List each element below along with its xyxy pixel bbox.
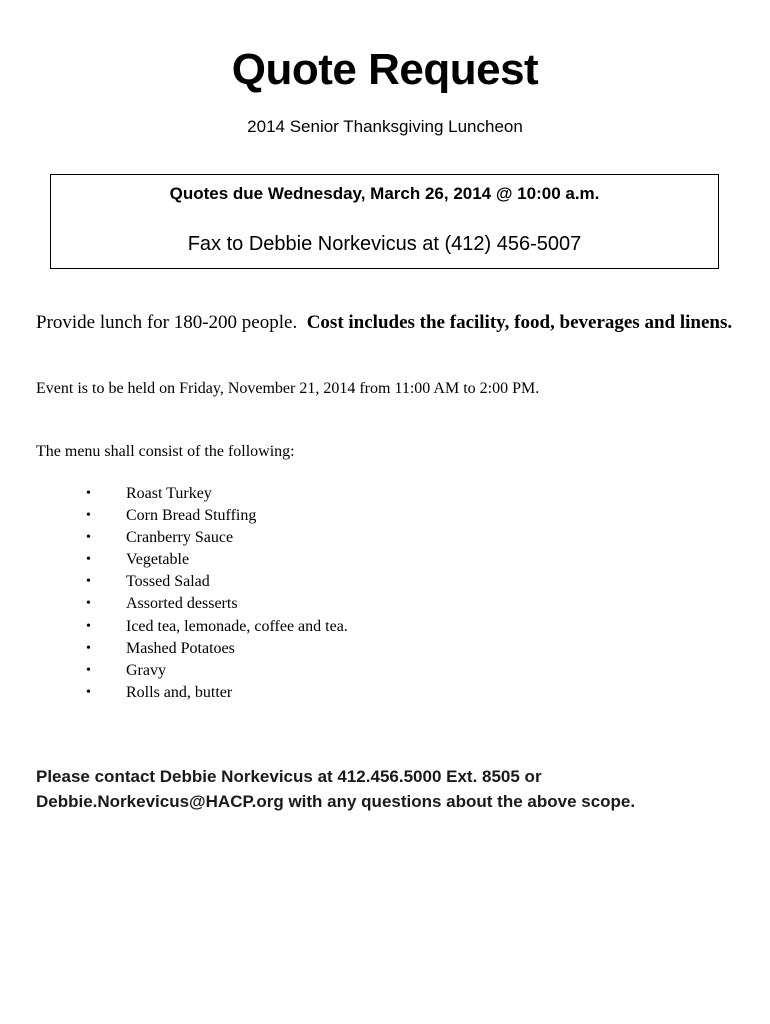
menu-item-label: Corn Bread Stuffing bbox=[126, 507, 257, 525]
menu-item-label: Rolls and, butter bbox=[126, 683, 233, 701]
cost-includes-text: Cost includes the facility, food, beverages and linens. bbox=[306, 312, 733, 333]
notice-box bbox=[50, 174, 719, 269]
menu-item-label: Mashed Potatoes bbox=[126, 639, 235, 657]
page-subtitle: 2014 Senior Thanksgiving Luncheon bbox=[247, 117, 523, 136]
provide-paragraph bbox=[36, 310, 736, 335]
menu-item-label: Iced tea, lemonade, coffee and tea. bbox=[126, 617, 348, 635]
menu-item-label: Gravy bbox=[126, 661, 166, 679]
bullet-icon: • bbox=[86, 574, 91, 590]
bullet-icon: • bbox=[86, 552, 91, 568]
page-title: Quote Request bbox=[231, 45, 539, 94]
bullet-icon: • bbox=[86, 508, 91, 524]
bullet-icon: • bbox=[86, 486, 91, 501]
menu-item-label: Tossed Salad bbox=[126, 573, 210, 591]
bullet-icon: • bbox=[86, 662, 91, 678]
bullet-icon: • bbox=[86, 618, 91, 634]
bullet-icon: • bbox=[86, 640, 91, 656]
menu-item-label: Cranberry Sauce bbox=[126, 529, 234, 547]
bullet-icon: • bbox=[86, 596, 91, 612]
fax-notice: Fax to Debbie Norkevicus at (412) 456-5007 bbox=[187, 233, 582, 255]
quote-due-notice: Quotes due Wednesday, March 26, 2014 @ 10:00 a.m. bbox=[169, 184, 600, 203]
provide-text: Provide lunch for 180-200 people. bbox=[36, 312, 298, 333]
event-details: Event is to be held on Friday, November 21, 2014 from 11:00 AM to 2:00 PM. bbox=[36, 380, 540, 397]
bullet-icon: • bbox=[86, 530, 91, 546]
contact-paragraph bbox=[36, 764, 736, 814]
menu-intro: The menu shall consist of the following: bbox=[36, 443, 295, 460]
bullet-icon: • bbox=[86, 684, 91, 700]
menu-item-label: Vegetable bbox=[126, 551, 190, 569]
menu-item-label: Roast Turkey bbox=[126, 485, 212, 502]
menu-item-label: Assorted desserts bbox=[126, 595, 238, 613]
contact-line-2: Debbie.Norkevicus@HACP.org with any questions about the above scope. bbox=[36, 792, 636, 811]
contact-line-1: Please contact Debbie Norkevicus at 412.456.5000 Ext. 8505 or bbox=[36, 767, 542, 786]
